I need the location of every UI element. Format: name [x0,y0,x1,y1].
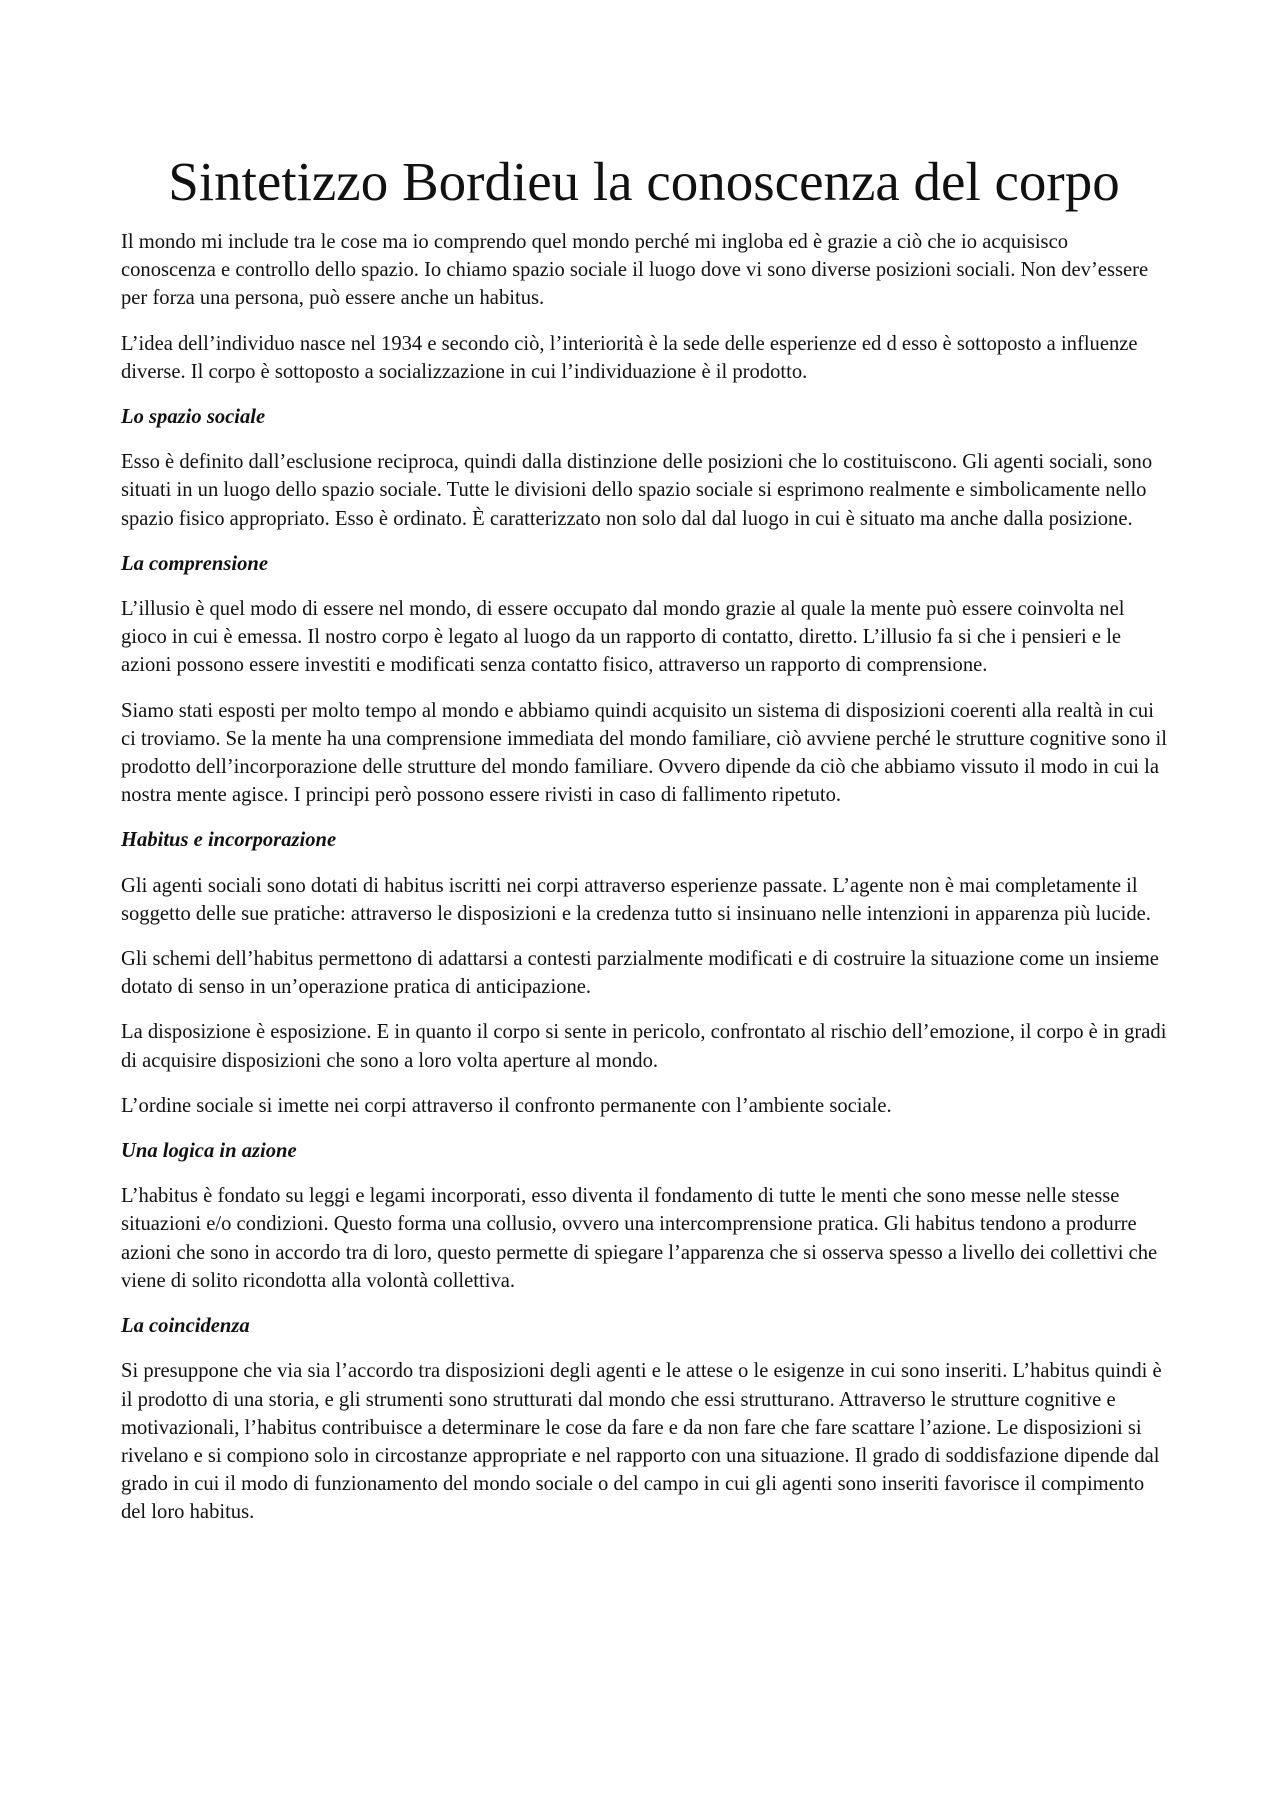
paragraph-schemi-habitus: Gli schemi dell’habitus permettono di adattarsi a contesti parzialmente modificati e di costruire la situazione come un insieme dotato di senso in un’operazione pratica di anticipazione. [121,948,1159,999]
paragraph-spazio-sociale: Esso è definito dall’esclusione reciproca, quindi dalla distinzione delle posizioni che lo costituiscono. Gli agenti sociali, sono situati in un luogo dello spazio sociale. Tutte le divisioni dello spazio sociale si esprimono realmente e simbolicamente nello spazio fisico appropriato. Esso è ordinato. È caratterizzato non solo dal dal luogo in cui è situato ma anche dalla posizione. [121,451,1153,530]
paragraph-illusio: L’illusio è quel modo di essere nel mondo, di essere occupato dal mondo grazie al quale la mente può essere coinvolta nel gioco in cui è emessa. Il nostro corpo è legato al luogo da un rapporto di contatto, diretto. L’illusio fa si che i pensieri e le azioni possono essere investiti e modificati senza contatto fisico, attraverso un rapporto di comprensione. [121,598,1125,677]
paragraph-individuo: L’idea dell’individuo nasce nel 1934 e secondo ciò, l’interiorità è la sede delle esperienze ed d esso è sottoposto a influenze diverse. Il corpo è sottoposto a socializzazione in cui l’individuazione è il prodotto. [121,332,1138,383]
heading-logica-azione: Una logica in azione [121,1140,297,1163]
paragraph-intro: Il mondo mi include tra le cose ma io comprendo quel mondo perché mi ingloba ed è grazie a ciò che io acquisisco conoscenza e controllo dello spazio. Io chiamo spazio sociale il luogo dove vi sono diverse posizioni sociali. Non dev’essere per forza una persona, può essere anche un habitus. [121,231,1149,310]
document-page [121,150,1167,1544]
heading-coincidenza: La coincidenza [121,1315,250,1338]
paragraph-ordine-sociale: L’ordine sociale si imette nei corpi attraverso il confronto permanente con l’ambiente sociale. [121,1094,892,1117]
paragraph-esposizione: La disposizione è esposizione. E in quanto il corpo si sente in pericolo, confrontato al rischio dell’emozione, il corpo è in gradi di acquisire disposizioni che sono a loro volta aperture al mondo. [121,1021,1167,1072]
paragraph-logica-azione: L’habitus è fondato su leggi e legami incorporati, esso diventa il fondamento di tutte le menti che sono messe nelle stesse situazioni e/o condizioni. Questo forma una collusio, ovvero una intercomprensione pratica. Gli habitus tendono a produrre azioni che sono in accordo tra di loro, questo permette di spiegare l’apparenza che si osserva spesso a livello dei collettivi che viene di solito ricondotta alla volontà collettiva. [121,1185,1158,1292]
paragraph-coincidenza: Si presuppone che via sia l’accordo tra disposizioni degli agenti e le attese o le esigenze in cui sono inseriti. L’habitus quindi è il prodotto di una storia, e gli strumenti sono strutturati dal mondo che essi strutturano. Attraverso le strutture cognitive e motivazionali, l’habitus contribuisce a determinare le cose da fare e da non fare che fare scattare l’azione. Le disposizioni si rivelano e si compiono solo in circostanze appropriate e nel rapporto con una situazione. Il grado di soddisfazione dipende dal grado in cui il modo di funzionamento del mondo sociale o del campo in cui gli agenti sono inseriti favorisce il compimento del loro habitus. [121,1360,1162,1524]
heading-habitus-incorporazione: Habitus e incorporazione [121,829,337,852]
paragraph-disposizioni: Siamo stati esposti per molto tempo al mondo e abbiamo quindi acquisito un sistema di disposizioni coerenti alla realtà in cui ci troviamo. Se la mente ha una comprensione immediata del mondo familiare, ciò avviene perché le strutture cognitive sono il prodotto dell’incorporazione delle strutture del mondo familiare. Ovvero dipende da ciò che abbiamo vissuto il modo in cui la nostra mente agisce. I principi però possono essere rivisti in caso di fallimento ripetuto. [121,699,1167,807]
document-title: Sintetizzo Bordieu la conoscenza del corpo [168,151,1120,212]
paragraph-agenti-sociali: Gli agenti sociali sono dotati di habitus iscritti nei corpi attraverso esperienze passate. L’agente non è mai completamente il soggetto delle sue pratiche: attraverso le disposizioni e la credenza tutto si insinuano nelle intenzioni in apparenza più lucide. [121,874,1151,925]
heading-comprensione: La comprensione [121,552,269,575]
heading-spazio-sociale: Lo spazio sociale [121,406,266,429]
